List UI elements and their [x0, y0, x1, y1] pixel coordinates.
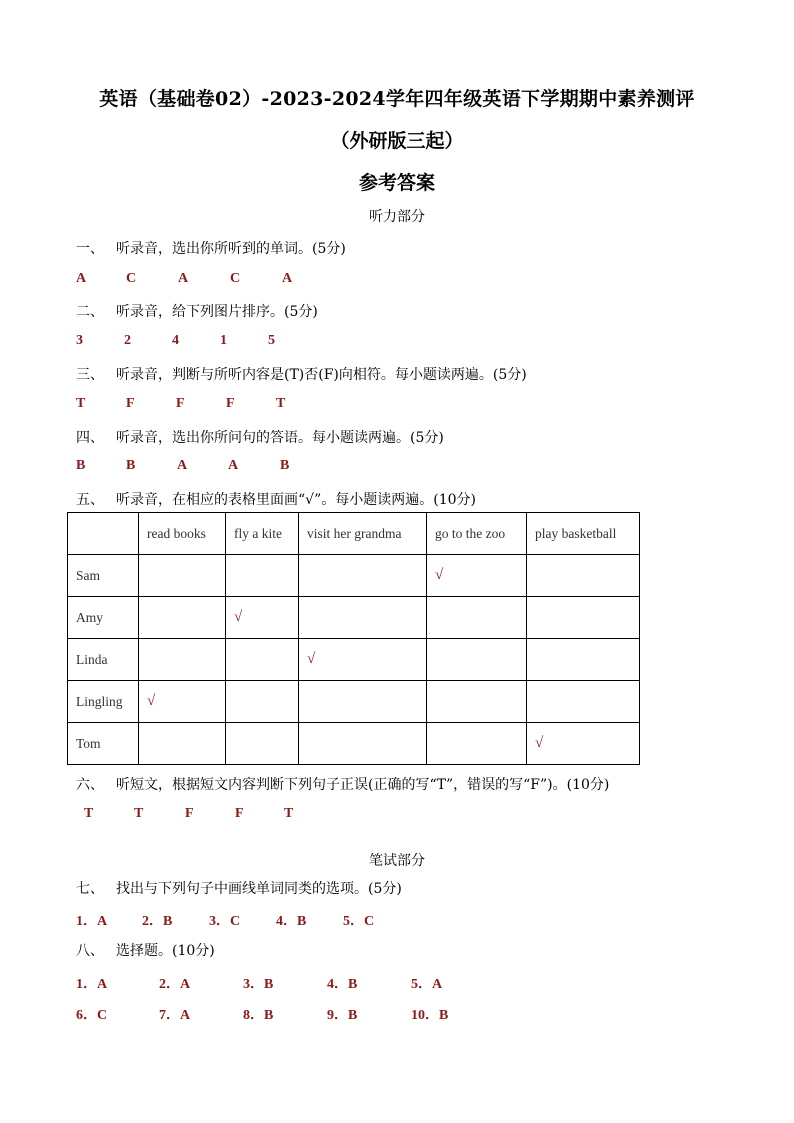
answer: 1 — [220, 333, 227, 348]
row-name-cell: Amy — [68, 597, 139, 639]
answer: T — [84, 806, 94, 821]
answer: F — [226, 396, 235, 411]
check-cell — [226, 723, 299, 765]
question-number: 七、 — [76, 881, 104, 897]
check-cell — [299, 681, 427, 723]
check-cell — [139, 597, 226, 639]
answer: C — [230, 271, 241, 286]
answer: 3 — [76, 333, 83, 348]
answer: 2．B — [142, 914, 173, 929]
answer: A — [178, 271, 189, 286]
table-header-cell — [68, 513, 139, 555]
answer: F — [235, 806, 244, 821]
table-row — [68, 597, 640, 639]
question-text: 听录音，选出你所问句的答语。每小题读两遍。(5分) — [116, 430, 444, 446]
doc-title: 英语（基础卷02）-2023-2024学年四年级英语下学期期中素养测评 — [99, 88, 695, 110]
table-header-cell: read books — [139, 513, 226, 555]
answer: 10．B — [411, 1008, 449, 1023]
answer: F — [176, 396, 185, 411]
question-4 — [76, 427, 444, 447]
question-2 — [76, 301, 318, 321]
answer: C — [126, 271, 137, 286]
question-8 — [76, 940, 215, 960]
check-cell: √ — [139, 681, 226, 723]
check-cell — [527, 597, 640, 639]
check-cell — [139, 555, 226, 597]
check-cell — [427, 639, 527, 681]
answer: 1．A — [76, 914, 108, 929]
answer: B — [280, 458, 290, 473]
question-number: 四、 — [76, 430, 104, 446]
answer: B — [76, 458, 86, 473]
answer: T — [276, 396, 286, 411]
question-6 — [76, 774, 609, 794]
check-cell — [427, 681, 527, 723]
check-cell — [427, 723, 527, 765]
question-3 — [76, 364, 527, 384]
answer: 9．B — [327, 1008, 358, 1023]
question-text: 听录音，判断与所听内容是(T)否(F)向相符。每小题读两遍。(5分) — [116, 367, 527, 383]
answer: A — [76, 271, 87, 286]
check-cell: √ — [427, 555, 527, 597]
check-cell — [527, 681, 640, 723]
question-number: 五、 — [76, 492, 104, 508]
answer: 4．B — [276, 914, 307, 929]
question-number: 六、 — [76, 777, 104, 793]
answer: T — [134, 806, 144, 821]
check-cell — [527, 639, 640, 681]
answer: 5．A — [411, 977, 443, 992]
section-written-heading: 笔试部分 — [369, 853, 425, 869]
question-1 — [76, 238, 346, 258]
question-text: 听短文，根据短文内容判断下列句子正误(正确的写“T”，错误的写“F”)。(10分) — [116, 777, 610, 793]
answer: 1．A — [76, 977, 108, 992]
answer: 5 — [268, 333, 275, 348]
question-number: 二、 — [76, 304, 104, 320]
row-name-cell: Linda — [68, 639, 139, 681]
check-cell — [139, 723, 226, 765]
question-text: 听录音，选出你所听到的单词。(5分) — [116, 241, 346, 257]
check-cell — [527, 555, 640, 597]
answer: 8．B — [243, 1008, 274, 1023]
check-cell: √ — [299, 639, 427, 681]
check-cell — [299, 555, 427, 597]
answer: A — [228, 458, 239, 473]
answer: 2 — [124, 333, 131, 348]
question-number: 一、 — [76, 241, 104, 257]
answer: 3．B — [243, 977, 274, 992]
table-row — [68, 639, 640, 681]
question-text: 选择题。(10分) — [116, 943, 215, 959]
question-number: 三、 — [76, 367, 104, 383]
check-cell — [226, 681, 299, 723]
answer-key-heading: 参考答案 — [358, 172, 435, 194]
check-cell: √ — [527, 723, 640, 765]
answer: A — [177, 458, 188, 473]
table-row — [68, 723, 640, 765]
table-header-cell: visit her grandma — [299, 513, 427, 555]
check-cell: √ — [226, 597, 299, 639]
answer-table — [67, 512, 640, 765]
check-cell — [226, 555, 299, 597]
doc-subtitle: （外研版三起） — [330, 130, 464, 152]
question-number: 八、 — [76, 943, 104, 959]
answer: 4．B — [327, 977, 358, 992]
table-header-cell: go to the zoo — [427, 513, 527, 555]
answer: T — [76, 396, 86, 411]
answer: B — [126, 458, 136, 473]
section-listening-heading: 听力部分 — [369, 209, 425, 225]
table-header-cell: fly a kite — [226, 513, 299, 555]
row-name-cell: Sam — [68, 555, 139, 597]
question-text: 找出与下列句子中画线单词同类的选项。(5分) — [116, 881, 402, 897]
check-cell — [299, 723, 427, 765]
answer: 2．A — [159, 977, 191, 992]
answer: F — [185, 806, 194, 821]
answer: F — [126, 396, 135, 411]
answer: A — [282, 271, 293, 286]
answer: 4 — [172, 333, 179, 348]
row-name-cell: Tom — [68, 723, 139, 765]
row-name-cell: Lingling — [68, 681, 139, 723]
answer: 7．A — [159, 1008, 191, 1023]
table-row — [68, 555, 640, 597]
question-7 — [76, 878, 402, 898]
question-text: 听录音，给下列图片排序。(5分) — [116, 304, 318, 320]
question-5 — [76, 489, 476, 509]
answer: 6．C — [76, 1008, 108, 1023]
check-cell — [427, 597, 527, 639]
check-cell — [139, 639, 226, 681]
check-cell — [299, 597, 427, 639]
question-text: 听录音，在相应的表格里面画“√”。每小题读两遍。(10分) — [116, 492, 476, 508]
table-row — [68, 681, 640, 723]
answer: 5．C — [343, 914, 375, 929]
check-cell — [226, 639, 299, 681]
answer: 3．C — [209, 914, 241, 929]
answer: T — [284, 806, 294, 821]
table-header-cell: play basketball — [527, 513, 640, 555]
table-header-row — [68, 513, 640, 555]
